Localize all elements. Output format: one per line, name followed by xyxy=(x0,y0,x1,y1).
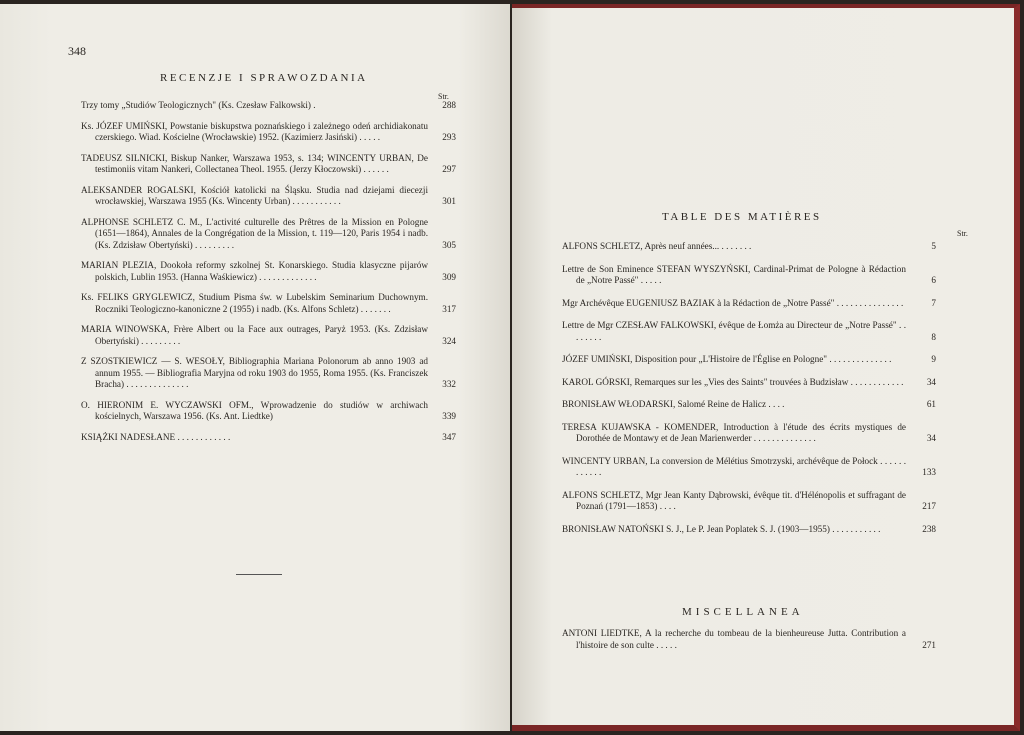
section-heading: RECENZJE I SPRAWOZDANIA xyxy=(160,72,368,84)
review-entry xyxy=(81,260,456,283)
miscellanea-list xyxy=(562,628,936,662)
entry-text: ALPHONSE SCHLETZ C. M., L'activité culturelle des Prêtres de la Mission en Pologne (1651—1864), Annales de la Congrégation de la Mission, t. 119—120, Paris 1954 i nadb. (Ks. Zdzisław Obertyński) . . . . . . . . . xyxy=(81,216,428,250)
entry-page: 347 xyxy=(442,431,456,442)
review-entry xyxy=(81,432,456,444)
review-entry xyxy=(81,217,456,252)
str-label: Str. xyxy=(438,92,449,101)
toc-entry xyxy=(562,320,936,343)
entry-page: 332 xyxy=(442,379,456,389)
toc-entry xyxy=(562,524,936,536)
entry-text: TERESA KUJAWSKA - KOMENDER, Introduction à l'étude des écrits mystiques de Dorothée de Montawy et de Jean Marienwerder . . . . . . . . . . . . . . xyxy=(562,421,906,443)
entry-page: 339 xyxy=(442,411,456,421)
divider-rule xyxy=(236,574,282,575)
entry-page: 217 xyxy=(922,501,936,511)
entry-text: MARIA WINOWSKA, Frère Albert ou la Face aux outrages, Paryż 1953. (Ks. Zdzisław Obertyński) . . . . . . . . . xyxy=(81,324,428,346)
toc-entry xyxy=(562,399,936,411)
entry-page: 5 xyxy=(931,241,936,251)
toc-entry xyxy=(562,241,936,253)
toc-entry xyxy=(562,354,936,366)
left-page xyxy=(0,4,510,731)
review-entry xyxy=(81,121,456,144)
entry-text: ALFONS SCHLETZ, Mgr Jean Kanty Dąbrowski, évêque tit. d'Hélénopolis et suffragant de Poznań (1791—1853) . . . . xyxy=(562,489,906,511)
entry-page: 293 xyxy=(442,132,456,142)
entry-page: 301 xyxy=(442,196,456,206)
toc-entry xyxy=(562,456,936,479)
entry-page: 324 xyxy=(442,335,456,346)
toc-entry xyxy=(562,298,936,310)
review-entry xyxy=(81,400,456,423)
entry-page: 133 xyxy=(922,467,936,477)
toc-entry xyxy=(562,422,936,445)
entry-text: Z SZOSTKIEWICZ — S. WESOŁY, Bibliographia Mariana Polonorum ab anno 1903 ad annum 1955. — Bibliografia Maryjna od roku 1903 do 1955, Roma 1955. (Ks. Franciszek Bracha) . . . . . . . . . . . . . . xyxy=(81,356,428,389)
entry-page: 288 xyxy=(442,100,456,110)
entry-text: KSIĄŻKI NADESŁANE . . . . . . . . . . . . xyxy=(81,431,231,442)
toc-entry xyxy=(562,628,936,651)
review-entry xyxy=(81,100,456,112)
entry-page: 61 xyxy=(926,399,936,409)
entry-text: Lettre de Mgr CZESŁAW FALKOWSKI, évêque de Łomża au Directeur de „Notre Passé" . . . . . . . . xyxy=(562,320,906,342)
entry-text: TADEUSZ SILNICKI, Biskup Nanker, Warszawa 1953, s. 134; WINCENTY URBAN, De testimoniis vitam Nankeri, Collectanea Theol. 1955. (Jerzy Kłoczowski) . . . . . . xyxy=(81,152,428,174)
toc-entry xyxy=(562,490,936,513)
entry-text: Ks. JÓZEF UMIŃSKI, Powstanie biskupstwa poznańskiego i zależnego odeń archidiakonatu czerskiego. Wiad. Kościelne (Wrocławskie) 1952. (Kazimierz Jasiński) . . . . . xyxy=(81,120,428,142)
entry-page: 238 xyxy=(922,523,936,534)
entry-page: 9 xyxy=(931,354,936,364)
review-entry xyxy=(81,324,456,347)
entry-text: BRONISŁAW WŁODARSKI, Salomé Reine de Halicz . . . . xyxy=(562,399,785,409)
toc-entry xyxy=(562,377,936,389)
miscellanea-heading: MISCELLANEA xyxy=(682,606,804,618)
right-page xyxy=(512,4,1020,731)
toc-entry xyxy=(562,264,936,287)
entry-page: 317 xyxy=(442,303,456,314)
entry-text: JÓZEF UMIŃSKI, Disposition pour „L'Histoire de l'Église en Pologne" . . . . . . . . . . . . . . xyxy=(562,354,892,364)
str-label: Str. xyxy=(957,229,968,238)
entry-page: 8 xyxy=(931,331,936,342)
toc-heading: TABLE DES MATIÈRES xyxy=(662,211,822,223)
entry-text: Trzy tomy „Studiów Teologicznych" (Ks. Czesław Falkowski) . xyxy=(81,100,316,110)
entry-page: 297 xyxy=(442,164,456,174)
entry-text: ALFONS SCHLETZ, Après neuf années... . . . . . . . xyxy=(562,241,752,251)
entry-text: WINCENTY URBAN, La conversion de Mélétius Smotrzyski, archévêque de Połock . . . . . . . . . . . . xyxy=(562,455,906,477)
entry-page: 34 xyxy=(926,433,936,443)
entry-page: 34 xyxy=(926,376,936,387)
entry-text: ALEKSANDER ROGALSKI, Kościół katolicki na Śląsku. Studia nad dziejami diecezji wrocławskiej, Warszawa 1955 (Ks. Wincenty Urban) . . . . . . . . . . . xyxy=(81,184,428,206)
entry-text: KAROL GÓRSKI, Remarques sur les „Vies des Saints" trouvées à Budzisław . . . . . . . . . . . . xyxy=(562,376,904,387)
entry-page: 271 xyxy=(922,639,936,650)
entry-page: 6 xyxy=(931,275,936,285)
review-entry xyxy=(81,292,456,315)
entry-text: BRONISŁAW NATOŃSKI S. J., Le P. Jean Poplatek S. J. (1903—1955) . . . . . . . . . . . xyxy=(562,523,881,534)
entry-page: 309 xyxy=(442,271,456,282)
review-list xyxy=(81,100,456,452)
review-entry xyxy=(81,153,456,176)
entry-text: ANTONI LIEDTKE, A la recherche du tombeau de la bienheureuse Jutta. Contribution a l'histoire de son culte . . . . . xyxy=(562,628,906,650)
page-number: 348 xyxy=(68,44,86,58)
entry-text: Mgr Archévêque EUGENIUSZ BAZIAK à la Rédaction de „Notre Passé" . . . . . . . . . . . . . . . xyxy=(562,297,904,308)
entry-page: 305 xyxy=(442,239,456,250)
entry-text: O. HIERONIM E. WYCZAWSKI OFM., Wprowadzenie do studiów w archiwach kościelnych, Warszawa 1956. (Ks. Ant. Liedtke) xyxy=(81,399,428,421)
entry-text: Ks. FELIKS GRYGLEWICZ, Studium Pisma św. w Lubelskim Seminarium Duchownym. Roczniki Teologiczno-kanoniczne 2 (1955) i nadb. (Ks. Alfons Schletz) . . . . . . . xyxy=(81,292,428,314)
entry-page: 7 xyxy=(931,297,936,308)
entry-text: Lettre de Son Eminence STEFAN WYSZYŃSKI, Cardinal-Primat de Pologne à Rédaction de „Notre Passé" . . . . . xyxy=(562,263,906,285)
review-entry xyxy=(81,185,456,208)
toc-list xyxy=(562,241,936,546)
entry-text: MARIAN PLEZIA, Dookoła reformy szkolnej St. Konarskiego. Studia klasyczne pijarów polskich, Lublin 1953. (Hanna Waśkiewicz) . . . . . . . . . . . . . xyxy=(81,260,428,282)
review-entry xyxy=(81,356,456,391)
